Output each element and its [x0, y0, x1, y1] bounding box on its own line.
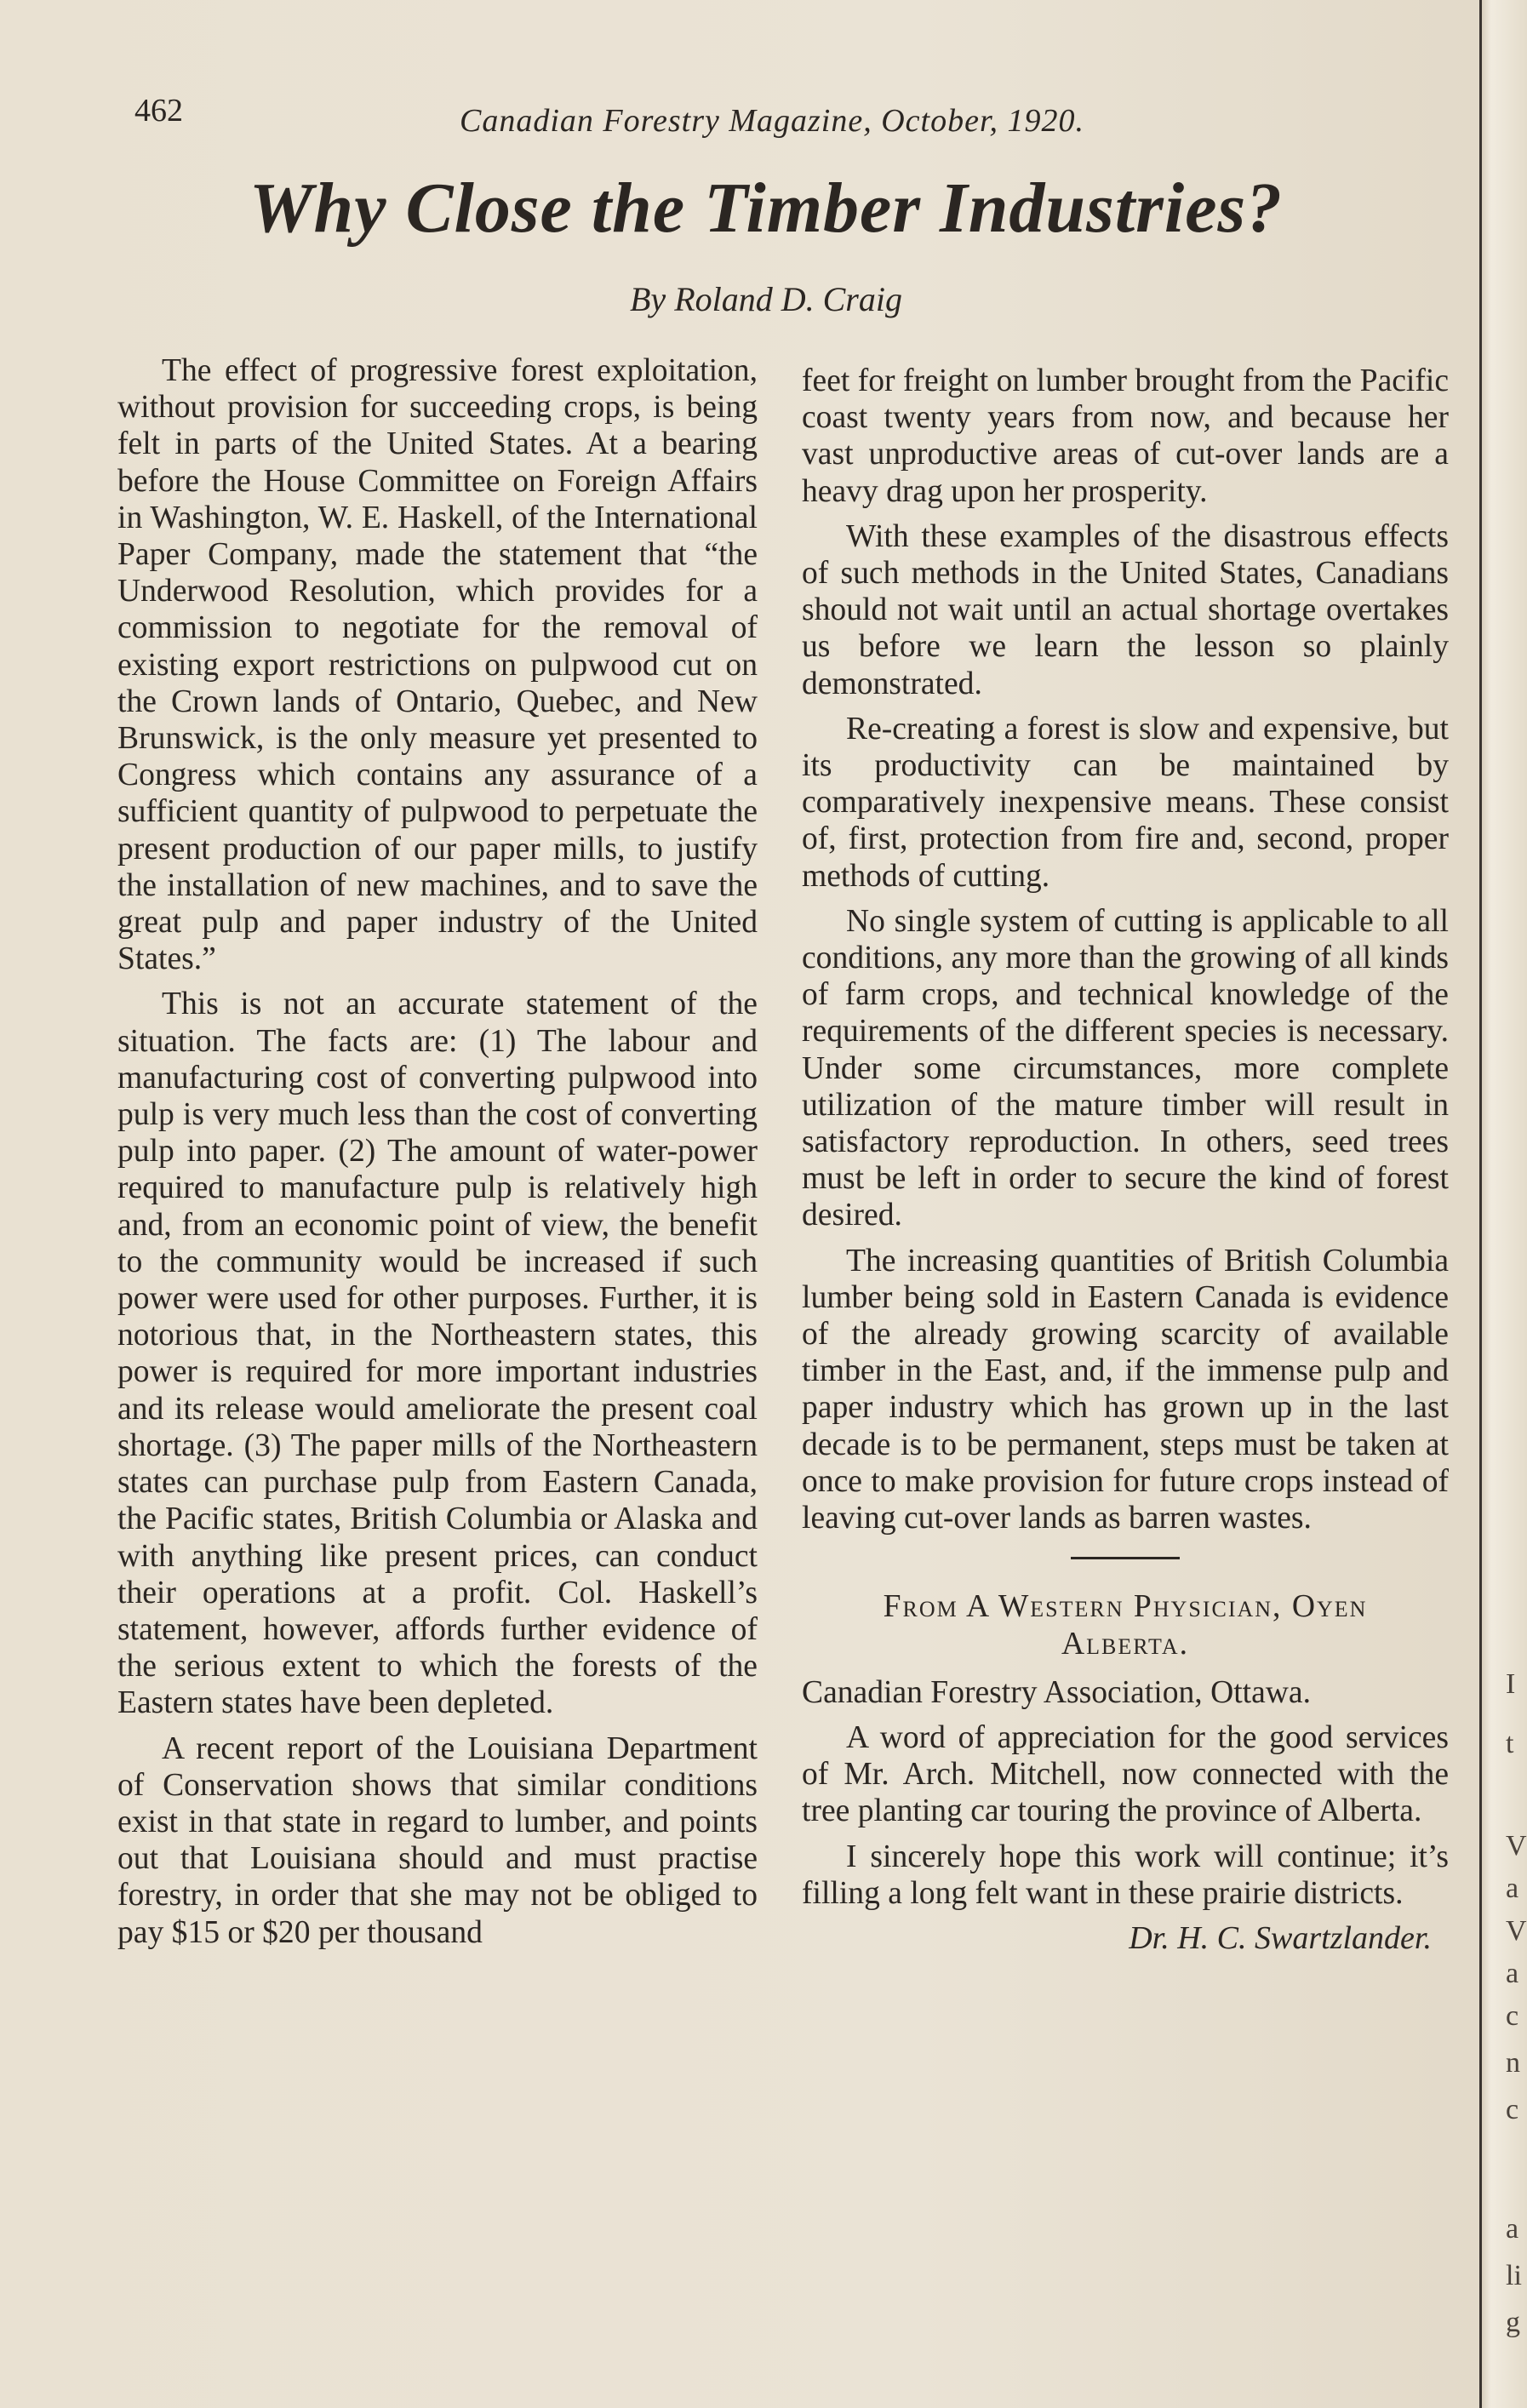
body-paragraph: Re-creating a forest is slow and expensive, but its productivity can be maintained by comparatively inexpensive means. These consist of, first, protection from fire and, second, proper methods of cutting.	[802, 711, 1449, 894]
body-paragraph: The effect of progressive forest exploitation, without provision for succeeding crops, is being felt in parts of the United States. At a bearing before the House Committee on Foreign Affairs in Washington, W. E. Haskell, of the International Paper Company, made the statement that “the Underwood Resolution, which provides for a commission to negotiate for the removal of existing export restrictions on pulpwood cut on the Crown lands of Ontario, Quebec, and New Brunswick, is the only measure yet presented to Congress which contains any assurance of a sufficient quantity of pulpwood to perpetuate the present production of our paper mills, to justify the installation of new machines, and to save the great pulp and paper industry of the United States.”	[117, 353, 758, 977]
body-paragraph: With these examples of the disastrous effects of such methods in the United States, Canadians should not wait until an actual shortage overtakes us before we learn the lesson so plainly demonstrated.	[802, 518, 1449, 701]
facing-page-fragment: a	[1506, 2213, 1519, 2245]
page-number: 462	[134, 93, 183, 129]
article-title: Why Close the Timber Industries?	[249, 169, 1284, 248]
facing-page-fragment: t	[1506, 1728, 1514, 1759]
letter-heading-line-2: Alberta.	[1061, 1626, 1189, 1662]
facing-page-fragment: V	[1506, 1915, 1527, 1947]
article-byline: By Roland D. Craig	[630, 280, 902, 318]
page-header	[134, 92, 1173, 143]
letter-addressee: Canadian Forestry Association, Ottawa.	[802, 1674, 1312, 1710]
facing-page-fragment: c	[1506, 2094, 1519, 2125]
facing-page-fragment: g	[1506, 2307, 1520, 2338]
running-head: Canadian Forestry Magazine, October, 1920.	[460, 103, 1085, 139]
body-paragraph: No single system of cutting is applicable to all conditions, any more than the growing of all kinds of farm crops, and technical knowledge of the requirements of the different species is necessary. Under some circumstances, more complete utilization of the mature timber will result in satisfactory reproduction. In others, seed trees must be left in order to secure the kind of forest desired.	[802, 903, 1449, 1233]
facing-page-fragment: I	[1506, 1668, 1516, 1700]
letter-section	[802, 1588, 1449, 1957]
section-divider	[1071, 1557, 1180, 1559]
body-paragraph: A recent report of the Louisiana Department of Conservation shows that similar conditions exist in that state in regard to lumber, and points out that Louisiana should and must practise forestry, in order that she may not be obliged to pay $15 or $20 per thousand	[117, 1730, 758, 1950]
body-paragraph: This is not an accurate statement of the situation. The facts are: (1) The labour and manufacturing cost of converting pulpwood into pulp is very much less than the cost of converting pulp into paper. (2) The amount of water-power required to manufacture pulp is relatively high and, from an economic point of view, the benefit to the community would be increased if such power were used for other purposes. Further, it is notorious that, in the Northeastern states, this power is required for more important industries and its release would ameliorate the present coal shortage. (3) The paper mills of the Northeastern states can purchase pulp from Eastern Canada, the Pacific states, British Columbia or Alaska and with anything like present prices, can conduct their operations at a profit. Col. Haskell’s statement, however, affords further evidence of the serious extent to which the forests of the Eastern states have been depleted.	[117, 987, 758, 1721]
body-paragraph: The increasing quantities of British Columbia lumber being sold in Eastern Canada is evidence of the already growing scarcity of available timber in the East, and, if the immense pulp and paper industry which has grown up in the last decade is to be permanent, steps must be taken at once to make provision for future crops instead of leaving cut-over lands as barren wastes.	[802, 1243, 1449, 1536]
right-column	[802, 363, 1449, 1957]
facing-page-fragment: V	[1506, 1830, 1527, 1862]
letter-paragraph: A word of appreciation for the good services of Mr. Arch. Mitchell, now connected with the tree planting car touring the province of Alberta.	[802, 1719, 1449, 1829]
facing-page-edge	[1479, 0, 1527, 2408]
letter-paragraph: I sincerely hope this work will continue; it’s filling a long felt want in these prairie districts.	[802, 1839, 1449, 1911]
letter-signature: Dr. H. C. Swartzlander.	[1129, 1919, 1432, 1956]
facing-page-fragment: a	[1506, 1958, 1519, 1989]
facing-page-fragment: n	[1506, 2047, 1520, 2079]
letter-heading-line-1: From A Western Physician, Oyen	[883, 1589, 1368, 1625]
letter-heading	[802, 1588, 1449, 1662]
left-column	[117, 352, 758, 1951]
body-paragraph: feet for freight on lumber brought from the Pacific coast twenty years from now, and because her vast unproductive areas of cut-over lands are a heavy drag upon her prosperity.	[802, 363, 1449, 509]
facing-page-fragment: c	[1506, 2000, 1519, 2032]
facing-page-fragment: li	[1506, 2260, 1522, 2291]
facing-page-fragment: a	[1506, 1873, 1519, 1904]
